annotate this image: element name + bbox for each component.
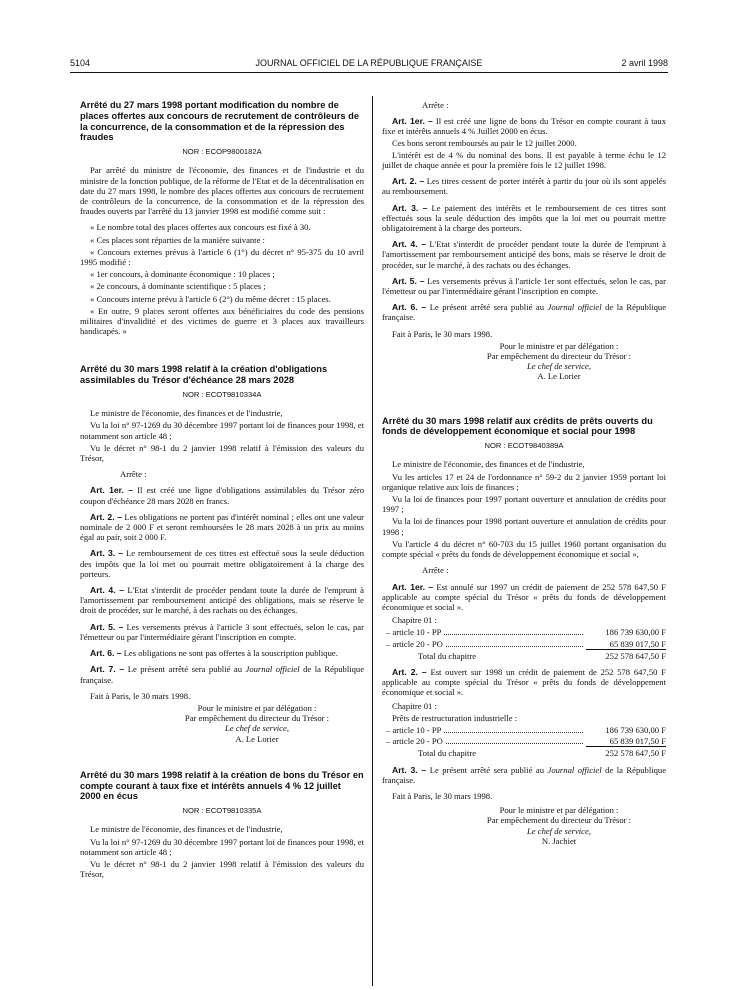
- article-text: Le présent arrêté sera publié au: [429, 764, 545, 775]
- article-text: Est ouvert sur 1998 un crédit de paiement de 252 578 647,50 F applicable au compte spécial du Trésor « prêts du fonds de développement économique et social ».: [382, 666, 666, 698]
- article-label: Art. 7. –: [90, 664, 125, 675]
- signature-role-text: Le chef de service,: [225, 723, 289, 734]
- credit-amount: 65 839 017,50 F: [586, 736, 666, 747]
- article: [80, 512, 364, 543]
- article: [80, 548, 364, 579]
- article-label: Art. 3. –: [392, 202, 428, 213]
- total-amount: 252 578 647,50 F: [605, 748, 666, 759]
- credit-amount: 186 739 630,00 F: [605, 724, 666, 735]
- signature-name: A. Le Lorier: [235, 733, 279, 744]
- decree-title: Arrêté du 30 mars 1998 relatif aux crédits de prêts ouverts du fonds de développement économique et social pour 1998: [382, 415, 653, 437]
- article-text: Le présent arrêté sera publié au: [127, 664, 243, 675]
- article-label: Art. 2. –: [392, 666, 427, 677]
- decree-btan-ecus: [80, 770, 364, 880]
- paragraph: Vu le décret n° 98-1 du 2 janvier 1998 relatif à l'émission des valeurs du Trésor,: [80, 858, 364, 880]
- article-label: Art. 4. –: [392, 239, 427, 250]
- paragraph: « Le nombre total des places offertes aux concours est fixé à 30.: [90, 222, 311, 233]
- decree-btan-ecus-continued: [382, 100, 666, 382]
- article: [80, 585, 364, 616]
- credit-label: – article 20 - PO: [386, 638, 443, 649]
- done-at: Fait à Paris, le 30 mars 1998.: [392, 328, 493, 339]
- article-label: Art. 2. –: [392, 176, 425, 187]
- signature-role-text: Le chef de service,: [527, 361, 591, 372]
- article: [382, 765, 666, 785]
- chapter-label: Chapitre 01 :: [392, 615, 437, 626]
- decree-title: Arrêté du 27 mars 1998 portant modification du nombre de places offertes aux concours de recrutement de contrôleurs de la concurrence, de la consommation et de la répression des fraudes: [80, 100, 359, 143]
- total-amount: 252 578 647,50 F: [605, 650, 666, 661]
- paragraph: L'intérêt est de 4 % du nominal des bons. Il est payable à terme échu le 12 juillet de chaque année et pour la première fois le 12 juillet 1998.: [382, 149, 666, 171]
- arrete-heading: Arrête :: [422, 565, 449, 576]
- nor-code: NOR : ECOT9810334A: [182, 390, 262, 400]
- page-number: 5104: [70, 58, 91, 68]
- done-at: Fait à Paris, le 30 mars 1998.: [90, 690, 191, 701]
- article-text: Le présent arrêté sera publié au: [429, 302, 545, 313]
- article-text: Le remboursement de ces titres est effectué sous la seule déduction des impôts que la loi met ou pourrait mettre obligatoirement à la charge des porteurs.: [80, 548, 364, 579]
- done-at: Fait à Paris, le 30 mars 1998.: [392, 790, 493, 801]
- credit-row: [382, 627, 666, 637]
- credit-label: – article 20 - PO: [386, 736, 443, 747]
- article-text: L'Etat s'interdit de procéder pendant toute la durée de l'emprunt à l'amortissement par remboursement anticipé des obligations, mais se réserve le droit de procéder, sur le marché, à des rachats ou des échanges.: [80, 585, 364, 616]
- signature-line: Par empêchement du directeur du Trésor :: [486, 351, 632, 362]
- header-rule: [70, 72, 668, 73]
- paragraph: Vu la loi n° 97-1269 du 30 décembre 1997 portant loi de finances pour 1998, et notamment son article 48 ;: [80, 420, 364, 441]
- article-label: Art. 1er. –: [90, 485, 134, 496]
- article-label: Art. 6. –: [392, 302, 427, 313]
- paragraph: « Concours externes prévus à l'article 6 (1°) du décret n° 95-375 du 10 avril 1995 modifié :: [80, 246, 364, 268]
- paragraph: Le ministre de l'économie, des finances et de l'industrie,: [392, 459, 585, 470]
- paragraph: « En outre, 9 places seront offertes aux bénéficiaires du code des pensions militaires d'invalidité et des victimes de guerre et 3 places aux travailleurs handicapés. »: [80, 305, 364, 337]
- paragraph: « Concours interne prévu à l'article 6 (2°) du même décret : 15 places.: [90, 293, 331, 304]
- signature-role: [80, 723, 364, 733]
- signature-name: A. Le Lorier: [537, 371, 581, 382]
- article-text: Il est créé une ligne de bons du Trésor en compte courant à taux fixe et intérêts annuels 4 % Juillet 2000 en écus.: [382, 116, 666, 137]
- right-column: [382, 100, 666, 846]
- article-label: Art. 1er. –: [392, 116, 433, 127]
- article: [382, 116, 666, 136]
- article-text: Les obligations ne portent pas d'intérêt nominal ; elles ont une valeur nominale de 2 000 F et seront remboursées le 28 mars 2028 à un prix au moins égal au pair, soit 2 000 F.: [80, 511, 364, 543]
- article-label: Art. 2. –: [90, 511, 122, 522]
- arrete-heading: Arrête :: [422, 100, 449, 110]
- article-text: Les titres cessent de porter intérêt à partir du jour où ils sont appelés au remboursement.: [382, 176, 666, 197]
- article-label: Art. 1er. –: [392, 581, 434, 592]
- article: [382, 667, 666, 698]
- paragraph: Vu la loi n° 97-1269 du 30 décembre 1997 portant loi de finances pour 1998, et notamment son article 48 ;: [80, 836, 364, 857]
- paragraph: Le ministre de l'économie, des finances et de l'industrie,: [90, 824, 283, 835]
- signature-role: [382, 826, 666, 836]
- credit-total-row: [382, 748, 666, 758]
- total-label: Total du chapitre: [418, 650, 477, 661]
- paragraph: Ces bons seront remboursés au pair le 12 juillet 2000.: [392, 137, 577, 148]
- credit-label: – article 10 - PP: [386, 724, 442, 735]
- article-label: Art. 5. –: [392, 275, 425, 286]
- decree-oat-2028: [80, 364, 364, 743]
- article-label: Art. 3. –: [90, 548, 124, 559]
- article: [80, 622, 364, 642]
- paragraph: « 1er concours, à dominante économique : 10 places ;: [90, 269, 275, 280]
- article-text: Les obligations ne sont pas offertes à la souscription publique.: [123, 648, 338, 659]
- article-label: Art. 6. –: [90, 648, 122, 659]
- nor-code: NOR : ECOT9810335A: [182, 806, 262, 816]
- article-label: Art. 4. –: [90, 585, 125, 596]
- nor-code: NOR : ECOP9800182A: [182, 147, 262, 157]
- chapter-sub-label: Prêts de restructuration industrielle :: [392, 712, 518, 723]
- signature-role: [382, 361, 666, 371]
- article-label: Art. 3. –: [392, 764, 427, 775]
- paragraph: « 2e concours, à dominante scientifique : 5 places ;: [90, 281, 266, 292]
- article-text: de la République française.: [80, 664, 365, 685]
- signature-line: Pour le ministre et par délégation :: [499, 805, 619, 816]
- credit-total-row: [382, 651, 666, 661]
- decree-fraudes: [80, 100, 364, 336]
- article: [382, 582, 666, 613]
- decree-title: Arrêté du 30 mars 1998 relatif à la création de bons du Trésor en compte courant à taux fixe et intérêts annuels 4 % 12 juillet 2000 en écus: [80, 769, 364, 802]
- decree-title: Arrêté du 30 mars 1998 relatif à la création d'obligations assimilables du Trésor d'échéance 28 mars 2028: [80, 364, 328, 386]
- article-text: L'Etat s'interdit de procéder pendant toute la durée de l'emprunt à l'amortissement par remboursement anticipé des bons, mais se réserve le droit de procéder, sur le marché, à des rachats ou des échanges.: [382, 239, 666, 270]
- article: [80, 664, 364, 684]
- paragraph: Vu la loi de finances pour 1998 portant ouverture et annulation de crédits pour 1998 ;: [382, 516, 666, 537]
- left-column: [80, 100, 364, 881]
- journal-name: Journal officiel: [547, 764, 602, 775]
- arrete-heading: Arrête :: [120, 469, 147, 480]
- journal-name: Journal officiel: [547, 302, 602, 313]
- nor-code: NOR : ECOT9840389A: [484, 441, 564, 451]
- article: [382, 176, 666, 196]
- article-text: Les versements prévus à l'article 1er sont effectués, selon le cas, par l'émetteur ou par l'intermédiaire gérant l'inscription en compte.: [382, 275, 666, 297]
- article-text: de la République française.: [382, 302, 667, 323]
- paragraph: « Ces places sont réparties de la manière suivante :: [90, 234, 265, 245]
- signature-line: Par empêchement du directeur du Trésor :: [486, 815, 632, 826]
- credit-amount: 186 739 630,00 F: [605, 627, 666, 638]
- signature-line: Pour le ministre et par délégation :: [499, 340, 619, 351]
- credit-row: [382, 639, 666, 650]
- credit-label: – article 10 - PP: [386, 627, 442, 638]
- article: [80, 648, 364, 658]
- decree-fdes-credits: [382, 416, 666, 846]
- paragraph: Par arrêté du ministre de l'économie, des finances et de l'industrie et du ministre de la fonction publique, de la réforme de l'Etat et de la décentralisation en date du 27 mars 1998, le nombre des places offertes aux concours de recrutement de contrôleurs de la concurrence, de la consommation et de la répression des fraudes ouverts par l'arrêté du 13 janvier 1998 est modifié comme suit :: [80, 165, 364, 217]
- column-divider: [372, 96, 373, 986]
- credit-amount: 65 839 017,50 F: [586, 639, 666, 650]
- paragraph: Vu le décret n° 98-1 du 2 janvier 1998 relatif à l'émission des valeurs du Trésor,: [80, 442, 364, 464]
- total-label: Total du chapitre: [418, 748, 477, 759]
- article: [80, 485, 364, 505]
- signature-name: N. Jachiet: [541, 835, 577, 846]
- credit-row: [382, 725, 666, 735]
- article: [382, 239, 666, 270]
- credit-row: [382, 736, 666, 747]
- journal-title: JOURNAL OFFICIEL DE LA RÉPUBLIQUE FRANÇAISE: [255, 58, 483, 68]
- article: [382, 302, 666, 322]
- article-text: Le paiement des intérêts et le remboursement de ces titres sont effectués sous la seule déduction des impôts que la loi met ou pourrait mettre obligatoirement à la charge des porteurs.: [382, 202, 666, 234]
- article-text: de la République française.: [382, 764, 667, 785]
- article: [382, 203, 666, 234]
- chapter-label: Chapitre 01 :: [392, 700, 437, 711]
- article-text: Est annulé sur 1997 un crédit de paiement de 252 578 647,50 F applicable au compte spécial du Trésor « prêts du fonds de développement économique et social ».: [382, 581, 666, 612]
- article-text: Les versements prévus à l'article 3 sont effectués, selon le cas, par l'émetteur ou par l'intermédiaire gérant l'inscription en compte.: [80, 621, 364, 642]
- paragraph: Vu la loi de finances pour 1997 portant ouverture et annulation de crédits pour 1997 ;: [382, 494, 666, 515]
- signature-role-text: Le chef de service,: [527, 825, 591, 836]
- paragraph: Vu les articles 17 et 24 de l'ordonnance n° 59-2 du 2 janvier 1959 portant loi organique relative aux lois de finances ;: [382, 471, 666, 492]
- paragraph: Vu l'article 4 du décret n° 60-703 du 15 juillet 1960 portant organisation du compte spécial « prêts du fonds de développement économique et social »,: [382, 538, 666, 560]
- signature-line: Par empêchement du directeur du Trésor :: [184, 713, 330, 724]
- page-header: [70, 58, 668, 70]
- journal-name: Journal officiel: [245, 664, 300, 675]
- paragraph: Le ministre de l'économie, des finances et de l'industrie,: [90, 408, 283, 419]
- signature-line: Pour le ministre et par délégation :: [197, 702, 317, 713]
- article-text: Il est créé une ligne d'obligations assimilables du Trésor zéro coupon d'échéance 28 mars 2028 en francs.: [80, 485, 364, 506]
- article: [382, 276, 666, 296]
- issue-date: 2 avril 1998: [621, 58, 668, 68]
- article-label: Art. 5. –: [90, 621, 124, 632]
